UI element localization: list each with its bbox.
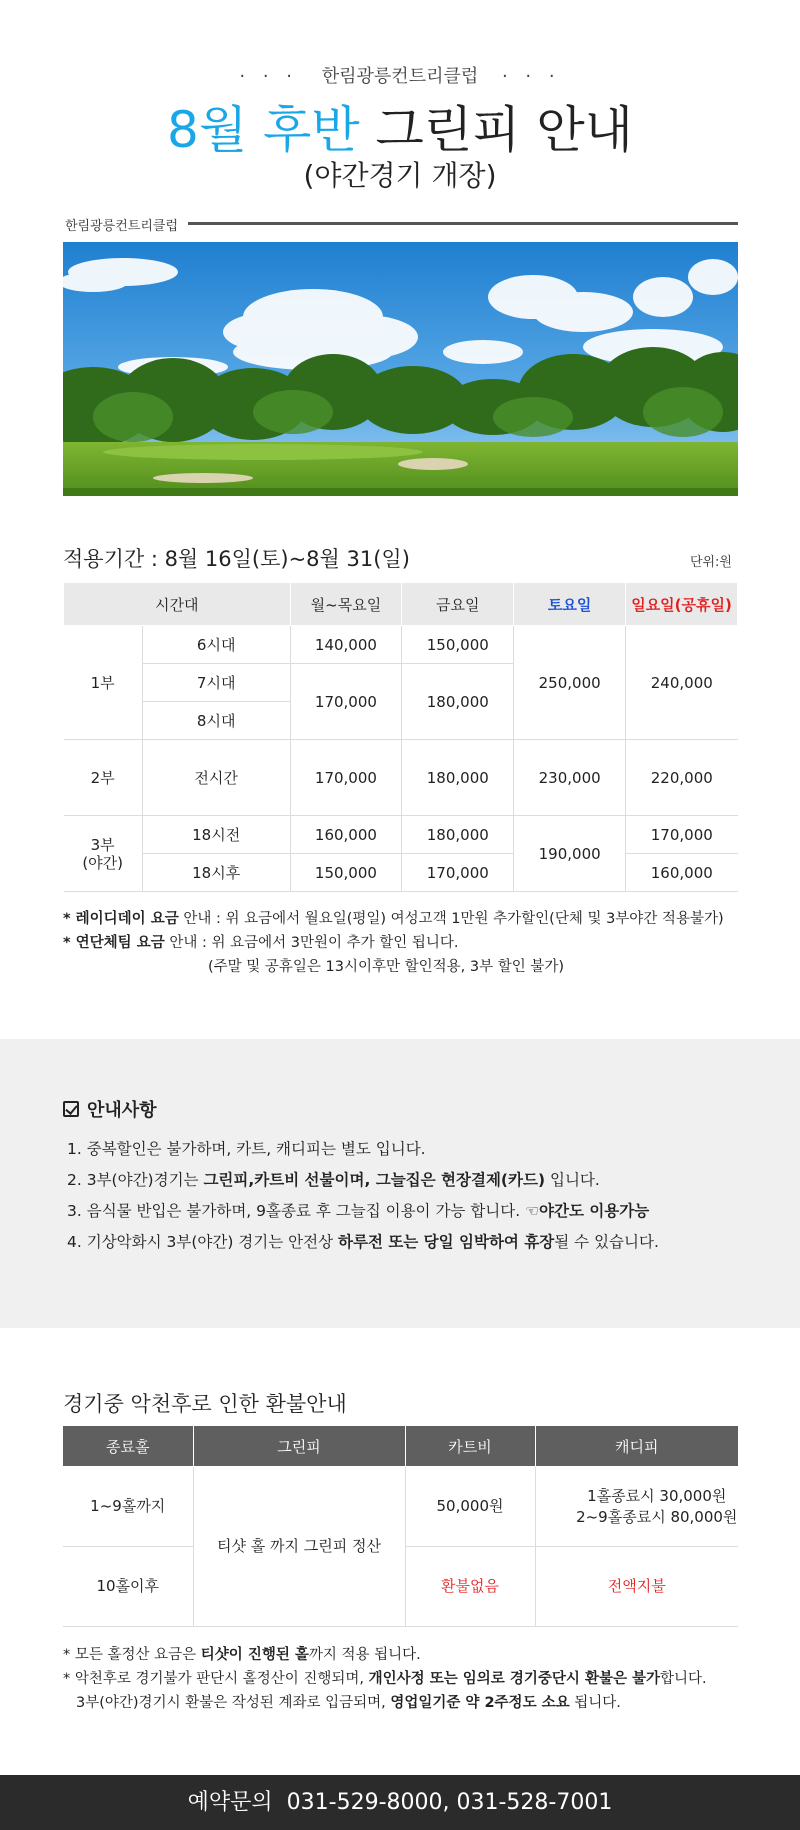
col-header-sun: 일요일(공휴일) <box>626 583 738 626</box>
time-slot: 18시전 <box>142 816 290 854</box>
cart-cell: 50,000원 <box>405 1467 535 1547</box>
golf-course-photo <box>63 242 738 496</box>
page-title <box>0 100 800 160</box>
period-row <box>63 543 738 573</box>
text: 3. 음식물 반입은 불가하며, 9홀종료 후 그늘집 이용이 가능 합니다. <box>67 1202 526 1220</box>
refund-note <box>63 1667 763 1691</box>
ladies-day-text: 안내 : 위 요금에서 월요일(평일) 여성고객 1만원 추가할인(단체 및 3부야간 적용불가) <box>178 911 724 927</box>
divider <box>188 222 738 225</box>
group-subnote: (주말 및 공휴일은 13시이후만 할인적용, 3부 할인 불가) <box>208 959 565 975</box>
part-label-line2: (야간) <box>82 853 124 872</box>
col-header-mon-thu: 월~목요일 <box>290 583 402 626</box>
text: 4. 기상악화시 3부(야간) 경기는 안전상 <box>67 1233 339 1251</box>
part-label: 1부 <box>64 626 143 740</box>
part-label <box>64 816 143 892</box>
time-slot: 6시대 <box>142 626 290 664</box>
price-cell: 190,000 <box>514 816 626 892</box>
caddie-line: 2~9홀종료시 80,000원 <box>576 1507 738 1526</box>
col-header-fri: 금요일 <box>402 583 514 626</box>
brand-row <box>63 213 738 233</box>
text: 까지 적용 됩니다. <box>308 1647 421 1663</box>
title-rest: 그린피 안내 <box>359 101 633 159</box>
text: 됩니다. <box>569 1695 621 1711</box>
club-name-line <box>0 62 800 88</box>
checkbox-icon <box>63 1101 79 1117</box>
page-subtitle: (야간경기 개장) <box>303 159 497 192</box>
group-text: 안내 : 위 요금에서 3만원이 추가 할인 됩니다. <box>164 935 459 951</box>
price-cell: 180,000 <box>402 664 514 740</box>
col-header-cart: 카트비 <box>405 1426 535 1467</box>
refund-note <box>63 1691 763 1715</box>
price-cell: 170,000 <box>626 816 738 854</box>
fee-notes <box>63 907 763 979</box>
hole-cell: 10홀이후 <box>63 1547 193 1627</box>
text: 2. 3부(야간)경기는 <box>67 1171 204 1189</box>
text: 될 수 있습니다. <box>554 1233 659 1251</box>
bold-text: 개인사정 또는 임의로 경기중단시 환불은 불가 <box>368 1671 661 1687</box>
part-label-line1: 3부 <box>90 835 115 854</box>
reservation-footer <box>0 1775 800 1830</box>
reservation-phones: 031-529-8000, 031-528-7001 <box>286 1790 613 1815</box>
price-cell: 150,000 <box>290 854 402 892</box>
group-note <box>63 931 763 955</box>
price-cell: 170,000 <box>290 740 402 816</box>
caddie-cell: 전액지불 <box>535 1547 738 1627</box>
price-cell: 170,000 <box>290 664 402 740</box>
price-cell: 180,000 <box>402 816 514 854</box>
guide-heading-text: 안내사항 <box>87 1100 157 1121</box>
refund-table <box>63 1425 738 1627</box>
ladies-day-label: * 레이디데이 요금 <box>63 911 179 927</box>
price-cell: 230,000 <box>514 740 626 816</box>
text: 합니다. <box>660 1671 707 1687</box>
club-name: 한림광릉컨트리클럽 <box>321 66 479 87</box>
ladies-day-note <box>63 907 763 931</box>
caddie-cell <box>535 1467 738 1547</box>
period-title: 적용기간 : 8월 16일(토)~8월 31(일) <box>63 547 410 571</box>
title-highlight: 8월 후반 <box>167 101 360 159</box>
greenfee-cell: 티샷 홀 까지 그린피 정산 <box>193 1467 405 1627</box>
fee-header-row <box>64 583 738 626</box>
cart-cell: 환불없음 <box>405 1547 535 1627</box>
table-row <box>63 1467 738 1547</box>
bold-text: 티샷이 진행된 홀 <box>200 1647 309 1663</box>
caddie-line: 1홀종료시 30,000원 <box>587 1486 727 1505</box>
refund-title: 경기중 악천후로 인한 환불안내 <box>63 1392 347 1416</box>
refund-header-row <box>63 1426 738 1467</box>
col-header-caddie: 캐디피 <box>535 1426 738 1467</box>
col-header-time: 시간대 <box>64 583 291 626</box>
col-header-hole: 종료홀 <box>63 1426 193 1467</box>
time-slot: 7시대 <box>142 664 290 702</box>
col-header-sat: 토요일 <box>514 583 626 626</box>
hole-cell: 1~9홀까지 <box>63 1467 193 1547</box>
list-item <box>67 1169 767 1200</box>
text: * 악천후로 경기불가 판단시 홀정산이 진행되며, <box>63 1671 369 1687</box>
text: * 모든 홀정산 요금은 <box>63 1647 201 1663</box>
brand-label: 한림광릉컨트리클럽 <box>65 219 179 234</box>
unit-label: 단위:원 <box>689 555 732 570</box>
price-cell: 150,000 <box>402 626 514 664</box>
price-cell: 160,000 <box>626 854 738 892</box>
refund-notes <box>63 1643 763 1715</box>
list-item <box>67 1200 767 1231</box>
bold-text: ☜야간도 이용가능 <box>525 1202 650 1220</box>
table-row <box>64 626 738 664</box>
list-item <box>67 1231 767 1262</box>
fee-table <box>63 582 738 892</box>
price-cell: 250,000 <box>514 626 626 740</box>
time-slot: 8시대 <box>142 702 290 740</box>
table-row <box>64 854 738 892</box>
bold-text: 하루전 또는 당일 임박하여 휴장 <box>338 1233 555 1251</box>
bold-text: 영업일기준 약 2주정도 소요 <box>390 1695 570 1711</box>
reservation-label: 예약문의 <box>187 1790 273 1815</box>
price-cell: 170,000 <box>402 854 514 892</box>
table-row <box>64 740 738 816</box>
guide-heading <box>63 1096 157 1122</box>
dots-right: · · · <box>501 66 561 87</box>
price-cell: 240,000 <box>626 626 738 740</box>
guide-list <box>67 1138 767 1262</box>
bold-text: 그린피,카트비 선불이며, 그늘집은 현장결제(카드) <box>203 1171 546 1189</box>
text: 3부(야간)경기시 환불은 작성된 계좌로 입금되며, <box>76 1695 391 1711</box>
col-header-greenfee: 그린피 <box>193 1426 405 1467</box>
time-slot: 전시간 <box>142 740 290 816</box>
price-cell: 180,000 <box>402 740 514 816</box>
price-cell: 220,000 <box>626 740 738 816</box>
part-label: 2부 <box>64 740 143 816</box>
text: 입니다. <box>545 1171 600 1189</box>
refund-note <box>63 1643 763 1667</box>
dots-left: · · · <box>239 66 299 87</box>
price-cell: 160,000 <box>290 816 402 854</box>
table-row <box>64 816 738 854</box>
group-label: * 연단체팀 요금 <box>63 935 165 951</box>
time-slot: 18시후 <box>142 854 290 892</box>
price-cell: 140,000 <box>290 626 402 664</box>
list-item: 1. 중복할인은 불가하며, 카트, 캐디피는 별도 입니다. <box>67 1140 426 1158</box>
